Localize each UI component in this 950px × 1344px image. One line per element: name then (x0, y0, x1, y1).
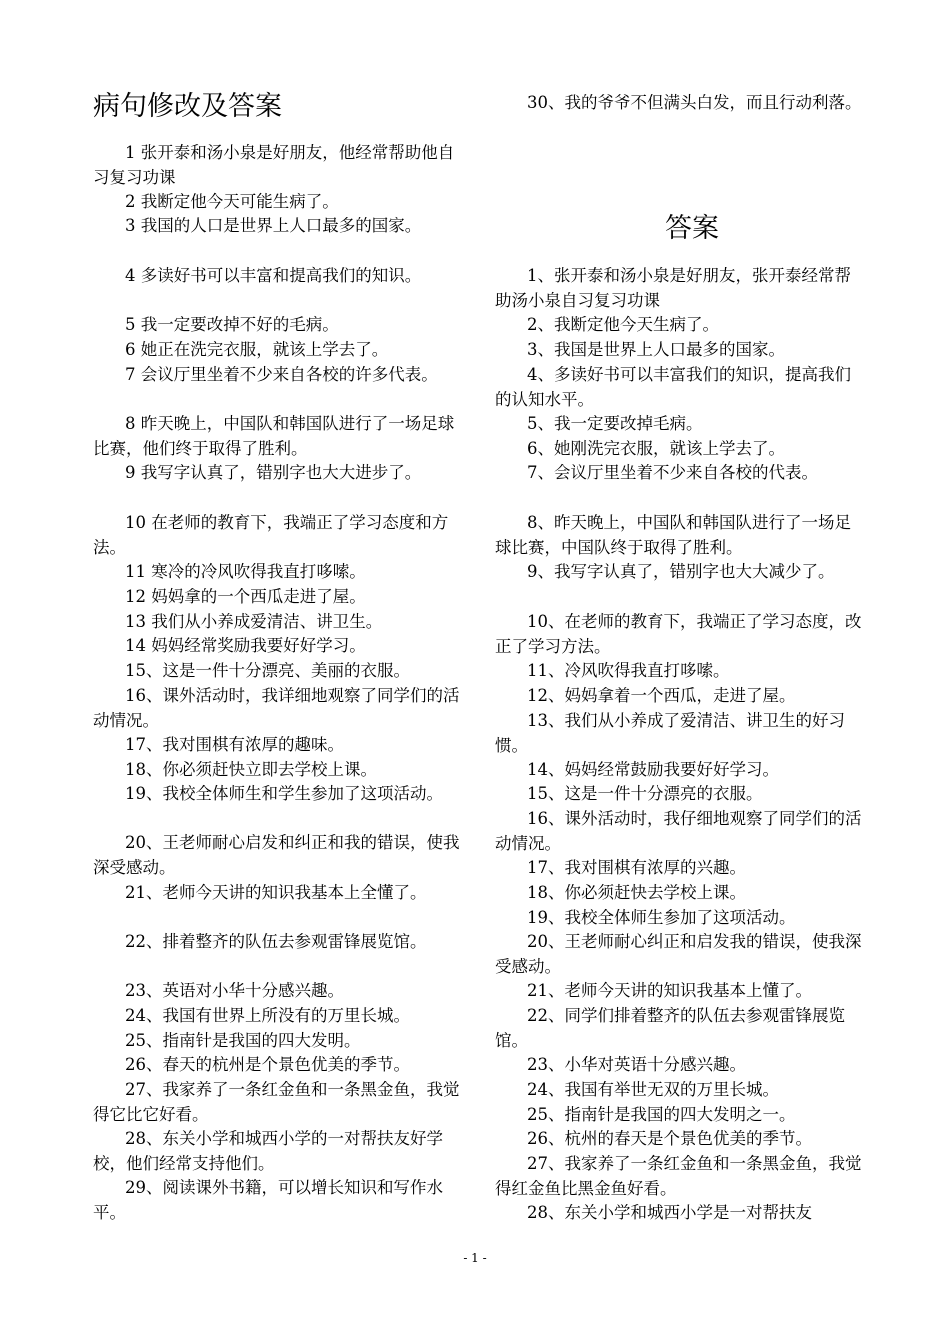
question-item: 12 妈妈拿的一个西瓜走进了屋。 (125, 587, 366, 606)
answer-item: 7、会议厅里坐着不少来自各校的代表。 (527, 463, 818, 482)
question-item: 2 我断定他今天可能生病了。 (125, 192, 339, 211)
answer-item: 12、妈妈拿着一个西瓜，走进了屋。 (527, 686, 796, 705)
question-item: 8 昨天晚上，中国队和韩国队进行了一场足球比赛，他们终于取得了胜利。 (93, 414, 455, 458)
question-item: 4 多读好书可以丰富和提高我们的知识。 (125, 266, 422, 285)
question-item: 19、我校全体师生和学生参加了这项活动。 (125, 784, 443, 803)
question-item: 23、英语对小华十分感兴趣。 (125, 981, 344, 1000)
answer-item: 15、这是一件十分漂亮的衣服。 (527, 784, 763, 803)
question-item: 13 我们从小养成爱清洁、讲卫生。 (125, 612, 383, 631)
question-item: 17、我对围棋有浓厚的趣味。 (125, 735, 344, 754)
answer-item: 24、我国有举世无双的万里长城。 (527, 1080, 779, 1099)
question-item: 27、我家养了一条红金鱼和一条黑金鱼，我觉得它比它好看。 (93, 1080, 460, 1124)
question-item: 3 我国的人口是世界上人口最多的国家。 (125, 216, 422, 235)
question-item: 22、排着整齐的队伍去参观雷锋展览馆。 (125, 932, 427, 951)
answer-item: 6、她刚洗完衣服，就该上学去了。 (527, 439, 785, 458)
question-item: 15、这是一件十分漂亮、美丽的衣服。 (125, 661, 410, 680)
question-item: 26、春天的杭州是个景色优美的季节。 (125, 1055, 410, 1074)
answer-item: 8、昨天晚上，中国队和韩国队进行了一场足球比赛，中国队终于取得了胜利。 (495, 513, 851, 557)
page-number: - 1 - (463, 1251, 487, 1265)
answer-item: 16、课外活动时，我仔细地观察了同学们的活动情况。 (495, 809, 862, 853)
question-item: 30、我的爷爷不但满头白发，而且行动利落。 (527, 93, 862, 112)
answer-item: 28、东关小学和城西小学是一对帮扶友 (527, 1203, 812, 1222)
answer-item: 11、冷风吹得我直打哆嗦。 (527, 661, 730, 680)
question-item: 21、老师今天讲的知识我基本上全懂了。 (125, 883, 427, 902)
answer-item: 4、多读好书可以丰富我们的知识，提高我们的认知水平。 (495, 365, 851, 409)
answer-item: 17、我对围棋有浓厚的兴趣。 (527, 858, 746, 877)
answer-item: 2、我断定他今天生病了。 (527, 315, 719, 334)
answer-item: 14、妈妈经常鼓励我要好好学习。 (527, 760, 779, 779)
answer-item: 22、同学们排着整齐的队伍去参观雷锋展览馆。 (495, 1006, 845, 1050)
question-item: 14 妈妈经常奖励我要好好学习。 (125, 636, 366, 655)
question-item: 9 我写字认真了，错别字也大大进步了。 (125, 463, 422, 482)
answer-item: 9、我写字认真了，错别字也大大减少了。 (527, 562, 835, 581)
page-title: 病句修改及答案 (93, 91, 282, 122)
question-item: 25、指南针是我国的四大发明。 (125, 1031, 361, 1050)
question-item: 24、我国有世界上所没有的万里长城。 (125, 1006, 410, 1025)
answer-item: 13、我们从小养成了爱清洁、讲卫生的好习惯。 (495, 711, 845, 755)
question-item: 5 我一定要改掉不好的毛病。 (125, 315, 339, 334)
answer-item: 21、老师今天讲的知识我基本上懂了。 (527, 981, 812, 1000)
answer-item: 10、在老师的教育下，我端正了学习态度，改正了学习方法。 (495, 612, 862, 656)
answer-item: 20、王老师耐心纠正和启发我的错误，使我深受感动。 (495, 932, 862, 976)
question-item: 29、阅读课外书籍，可以增长知识和写作水平。 (93, 1178, 443, 1222)
answer-item: 5、我一定要改掉毛病。 (527, 414, 703, 433)
answer-item: 26、杭州的春天是个景色优美的季节。 (527, 1129, 812, 1148)
answers-title: 答案 (665, 213, 719, 244)
question-item: 16、课外活动时，我详细地观察了同学们的活动情况。 (93, 686, 460, 730)
answer-item: 3、我国是世界上人口最多的国家。 (527, 340, 785, 359)
question-item: 20、王老师耐心启发和纠正和我的错误，使我深受感动。 (93, 833, 460, 877)
answer-item: 18、你必须赶快去学校上课。 (527, 883, 746, 902)
question-item: 28、东关小学和城西小学的一对帮扶友好学校，他们经常支持他们。 (93, 1129, 443, 1173)
question-item: 6 她正在洗完衣服，就该上学去了。 (125, 340, 389, 359)
answer-item: 23、小华对英语十分感兴趣。 (527, 1055, 746, 1074)
question-item: 7 会议厅里坐着不少来自各校的许多代表。 (125, 365, 438, 384)
question-item: 11 寒冷的冷风吹得我直打哆嗦。 (125, 562, 366, 581)
question-item: 18、你必须赶快立即去学校上课。 (125, 760, 377, 779)
question-item: 1 张开泰和汤小泉是好朋友，他经常帮助他自习复习功课 (93, 143, 455, 187)
answer-item: 25、指南针是我国的四大发明之一。 (527, 1105, 796, 1124)
question-item: 10 在老师的教育下，我端正了学习态度和方法。 (93, 513, 449, 557)
answer-item: 1、张开泰和汤小泉是好朋友，张开泰经常帮助汤小泉自习复习功课 (495, 266, 851, 310)
answer-item: 19、我校全体师生参加了这项活动。 (527, 908, 796, 927)
answer-item: 27、我家养了一条红金鱼和一条黑金鱼，我觉得红金鱼比黑金鱼好看。 (495, 1154, 862, 1198)
